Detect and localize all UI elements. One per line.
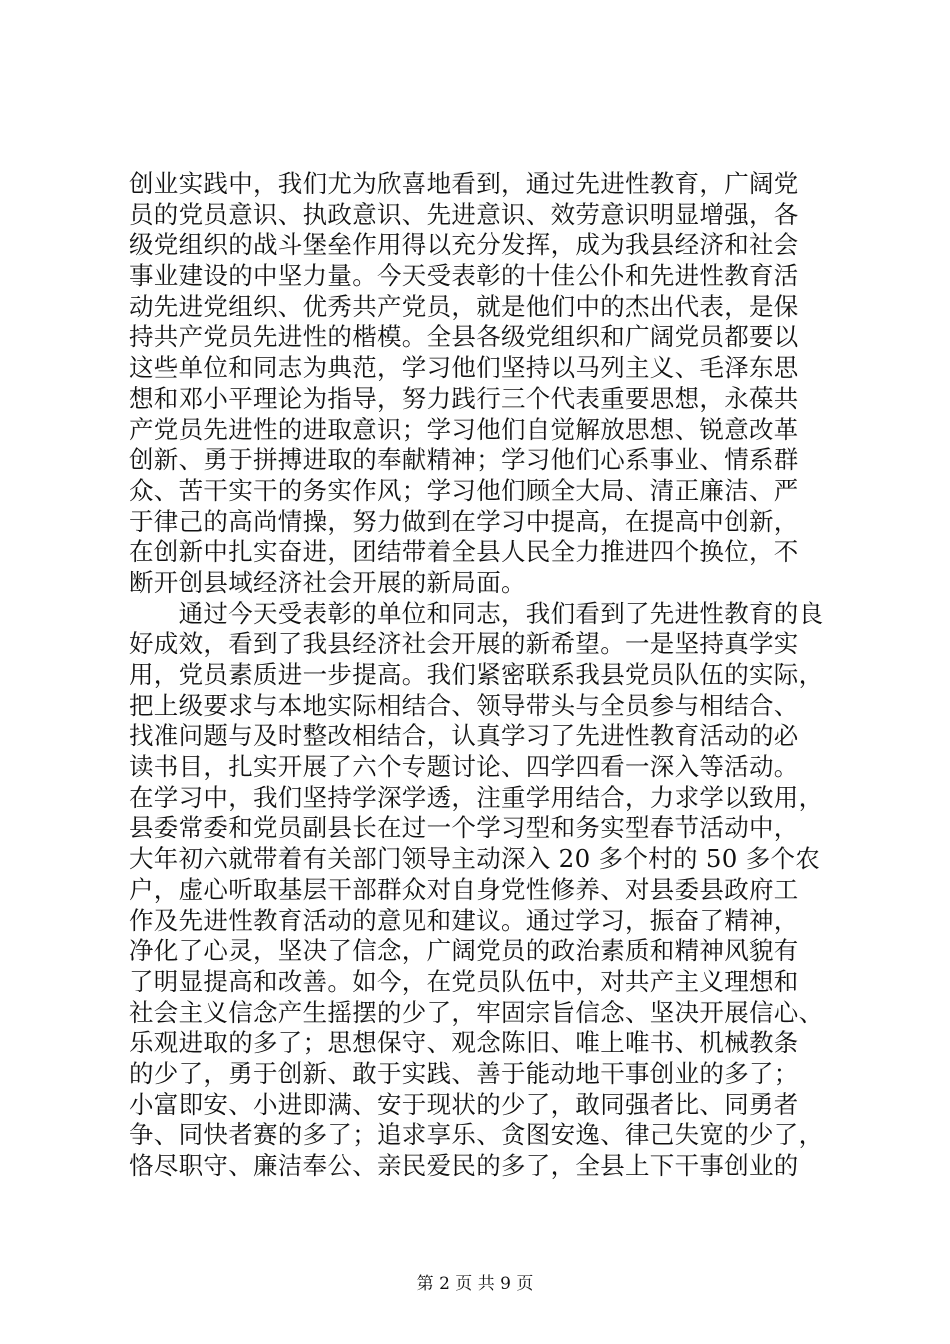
text-line: 户，虚心听取基层干部群众对自身党性修养、对县委县政府工 xyxy=(129,874,799,904)
text-line: 净化了心灵，坚决了信念，广阔党员的政治素质和精神风貌有 xyxy=(129,936,799,966)
text-line: 小富即安、小进即满、安于现状的少了，敢同强者比、同勇者 xyxy=(129,1089,799,1119)
text-line: 找准问题与及时整改相结合，认真学习了先进性教育活动的必 xyxy=(129,721,799,751)
text-line: 员的党员意识、执政意识、先进意识、效劳意识明显增强，各 xyxy=(129,199,799,229)
text-line: 把上级要求与本地实际相结合、领导带头与全员参与相结合、 xyxy=(129,690,799,720)
text-line: 创业实践中，我们尤为欣喜地看到，通过先进性教育，广阔党 xyxy=(129,169,799,198)
text-line: 的少了，勇于创新、敢于实践、善于能动地干事创业的多了； xyxy=(129,1058,799,1088)
text-line: 争、同快者赛的多了；追求享乐、贪图安逸、律己失宽的少了， xyxy=(129,1120,824,1150)
text-line: 这些单位和同志为典范，学习他们坚持以马列主义、毛泽东思 xyxy=(129,353,799,383)
text-line: 读书目，扎实开展了六个专题讨论、四学四看一深入等活动。 xyxy=(129,752,799,782)
text-line: 大年初六就带着有关部门领导主动深入 20 多个村的 50 多个农 xyxy=(129,844,821,874)
text-line: 产党员先进性的进取意识；学习他们自觉解放思想、锐意改革 xyxy=(129,414,799,444)
body-text xyxy=(129,169,829,1182)
text-line: 在创新中扎实奋进，团结带着全县人民全力推进四个换位，不 xyxy=(129,537,799,567)
text-line: 恪尽职守、廉洁奉公、亲民爱民的多了，全县上下干事创业的 xyxy=(129,1151,799,1180)
text-line: 县委常委和党员副县长在过一个学习型和务实型春节活动中， xyxy=(129,813,799,843)
text-line: 断开创县域经济社会开展的新局面。 xyxy=(129,567,526,597)
text-line: 事业建设的中坚力量。今天受表彰的十佳公仆和先进性教育活 xyxy=(129,261,799,291)
text-line: 好成效，看到了我县经济社会开展的新希望。一是坚持真学实 xyxy=(129,629,799,659)
text-line: 创新、勇于拼搏进取的奉献精神；学习他们心系事业、情系群 xyxy=(129,445,799,475)
text-line: 作及先进性教育活动的意见和建议。通过学习，振奋了精神， xyxy=(129,905,799,935)
text-line: 用，党员素质进一步提高。我们紧密联系我县党员队伍的实际， xyxy=(129,660,824,689)
text-line: 在学习中，我们坚持学深学透，注重学用结合，力求学以致用， xyxy=(129,782,824,812)
text-line: 社会主义信念产生摇摆的少了，牢固宗旨信念、坚决开展信心、 xyxy=(129,997,824,1027)
text-line: 于律己的高尚情操，努力做到在学习中提高，在提高中创新， xyxy=(129,506,799,536)
text-line: 众、苦干实干的务实作风；学习他们顾全大局、清正廉洁、严 xyxy=(129,475,799,505)
text-line: 乐观进取的多了；思想保守、观念陈旧、唯上唯书、机械教条 xyxy=(129,1028,799,1058)
text-line: 了明显提高和改善。如今，在党员队伍中，对共产主义理想和 xyxy=(129,966,799,996)
text-line: 通过今天受表彰的单位和同志，我们看到了先进性教育的良 xyxy=(129,598,824,628)
page-footer: 第 2 页 共 9 页 xyxy=(416,1274,534,1294)
text-line: 想和邓小平理论为指导，努力践行三个代表重要思想，永葆共 xyxy=(129,383,799,413)
text-line: 级党组织的战斗堡垒作用得以充分发挥，成为我县经济和社会 xyxy=(129,230,799,260)
text-line: 动先进党组织、优秀共产党员，就是他们中的杰出代表，是保 xyxy=(129,291,799,321)
text-line: 持共产党员先进性的楷模。全县各级党组织和广阔党员都要以 xyxy=(129,322,799,352)
